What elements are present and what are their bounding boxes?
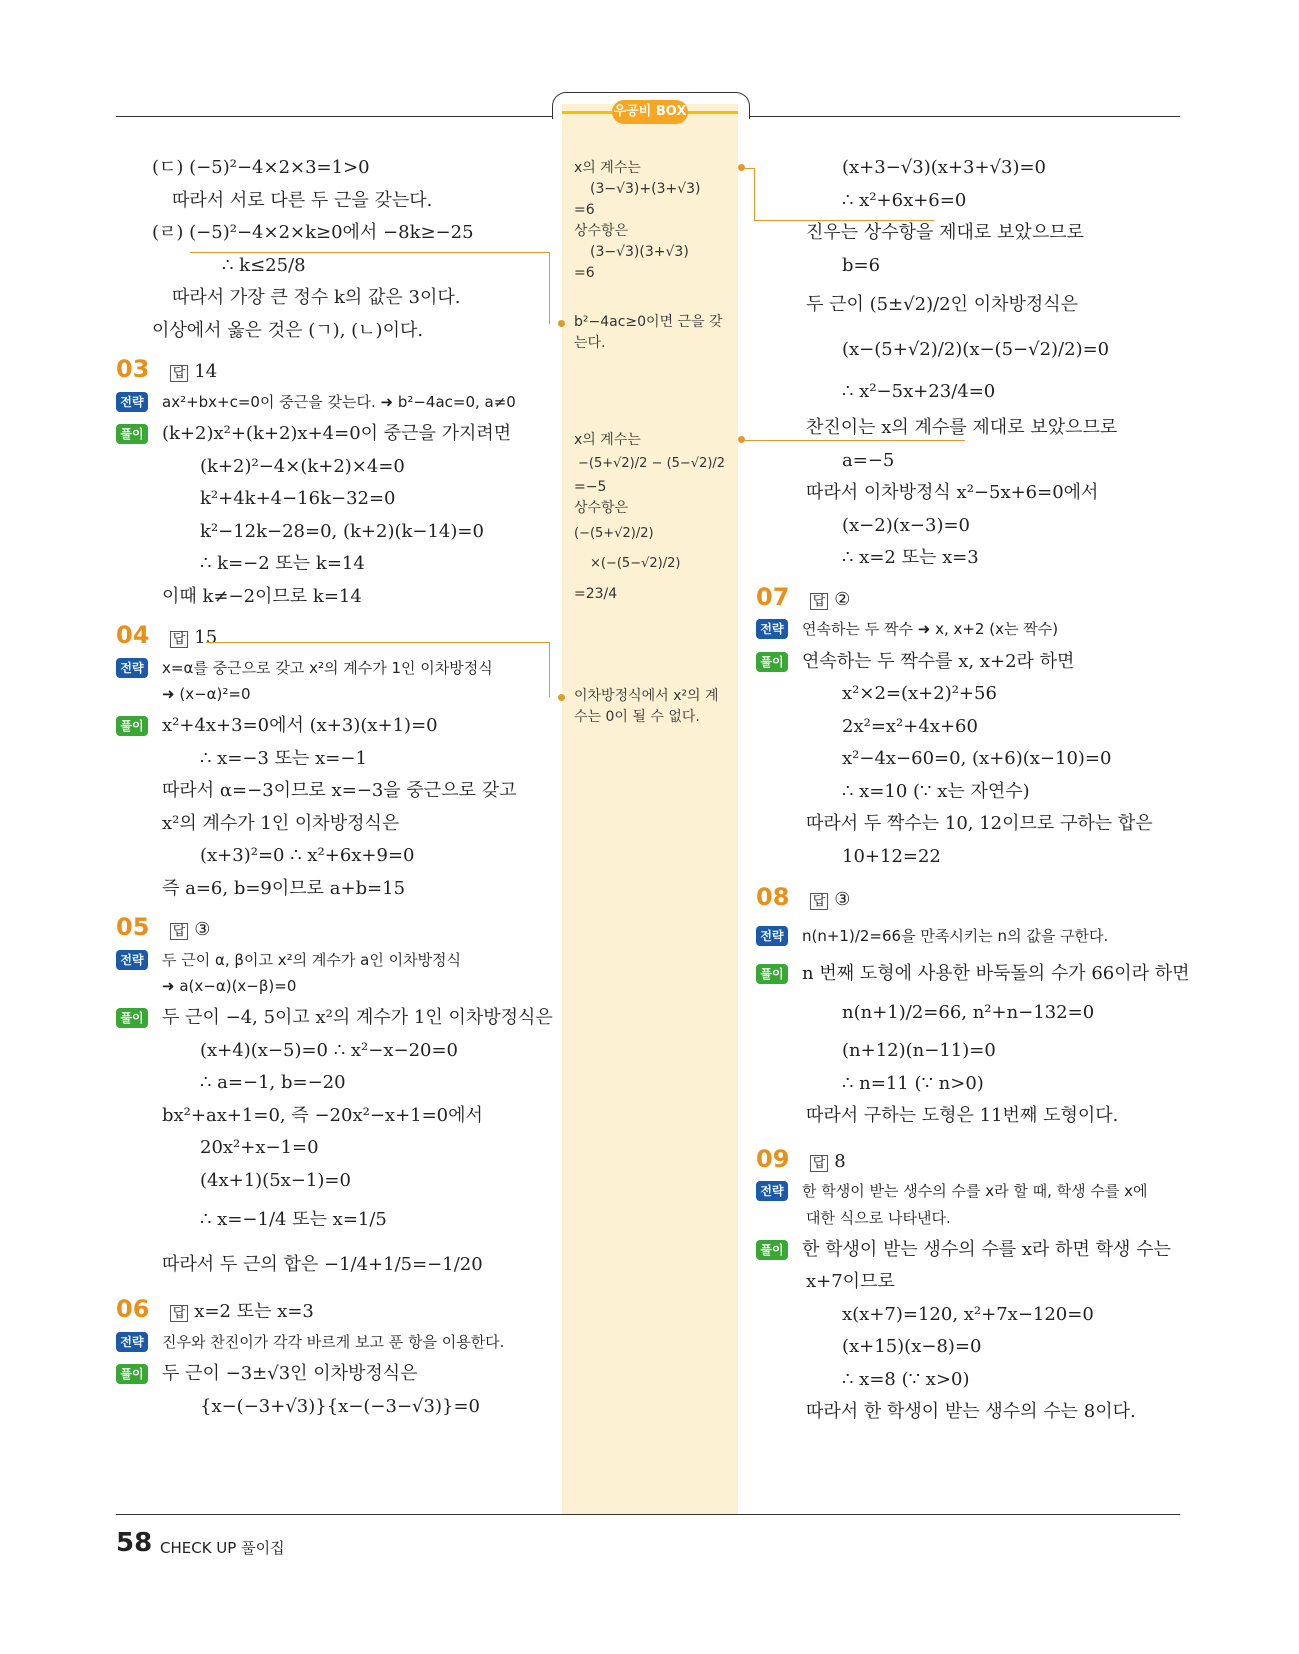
footer-title: CHECK UP 풀이집 [160,1539,285,1557]
line: ∴ x²+6x+6=0 [842,189,967,211]
line: x²×2=(x+2)²+56 [842,683,997,704]
question-09-header [756,1143,1186,1176]
left-column [116,152,556,1423]
line: ➜ (x−α)²=0 [162,685,251,703]
connector-line [190,252,550,253]
strategy-text: 연속하는 두 짝수 ➜ x, x+2 (x는 짝수) [802,620,1059,638]
question-number: 06 [116,1295,150,1323]
line: ∴ a=−1, b=−20 [200,1072,346,1093]
solution-line [756,1234,1186,1267]
line: 20x²+x−1=0 [200,1137,319,1158]
question-06-header [116,1293,556,1326]
box-note-3 [574,430,734,609]
box-line: (3−√3)(3+√3) [590,244,689,260]
box-line: x의 계수는 [574,160,641,176]
question-number: 09 [756,1144,790,1173]
solution-tag: 풀이 [116,1364,148,1384]
line: 대한 식으로 나타낸다. [806,1208,951,1227]
strategy-tag: 전략 [116,658,148,678]
box-line: =−5 [574,479,607,495]
solution-text: 연속하는 두 짝수를 x, x+2라 하면 [802,650,1075,672]
line: (x+15)(x−8)=0 [842,1336,982,1357]
strategy-text: 두 근이 α, β이고 x²의 계수가 a인 이차방정식 [162,950,462,969]
answer-value: x=2 또는 x=3 [194,1301,314,1322]
answer-value: 15 [194,627,218,648]
page-number: 58 [116,1528,153,1558]
line: 찬진이는 x의 계수를 제대로 보았으므로 [806,417,1118,438]
strategy-line [116,1326,556,1359]
box-line: 는다. [574,335,606,351]
line: 10+12=22 [842,845,941,867]
line: x²의 계수가 1인 이차방정식은 [162,812,400,834]
box-header-bar-right [686,111,738,114]
box-title: 우공비 BOX [612,100,688,124]
line: (x+3−√3)(x+3+√3)=0 [842,157,1047,178]
answer-value: ③ [194,919,211,940]
line: ∴ x=−1/4 또는 x=1/5 [200,1209,387,1230]
line: 따라서 가장 큰 정수 k의 값은 3이다. [172,287,461,308]
strategy-tag: 전략 [756,1181,788,1201]
line: ∴ x=2 또는 x=3 [842,547,979,568]
line: ∴ k=−2 또는 k=14 [200,553,365,574]
line: (n+12)(n−11)=0 [842,1040,996,1061]
line: x²−4x−60=0, (x+6)(x−10)=0 [842,748,1112,769]
solution-tag: 풀이 [756,1240,788,1260]
question-number: 04 [116,621,150,649]
box-line: x의 계수는 [574,432,641,448]
answer-value: ② [834,588,851,610]
answer-value: ③ [834,889,851,910]
strategy-line [756,613,1186,646]
box-line: =23/4 [574,586,618,602]
solution-line [756,646,1186,679]
solution-line [116,418,556,451]
line: ∴ x=−3 또는 x=−1 [200,747,367,769]
solution-text: 두 근이 −3±√3인 이차방정식은 [162,1363,418,1384]
strategy-line [756,914,1186,958]
strategy-line [116,386,556,419]
line: x+7이므로 [806,1271,895,1292]
connector-dot [738,436,745,443]
box-line: 상수항은 [574,500,629,516]
strategy-text: 진우와 찬진이가 각각 바르게 보고 푼 항을 이용한다. [162,1332,505,1351]
question-08-header [756,881,1186,914]
line: 따라서 두 짝수는 10, 12이므로 구하는 합은 [806,813,1153,834]
connector-dot [558,694,565,701]
line: (x+4)(x−5)=0 ∴ x²−x−20=0 [200,1039,459,1061]
line: (4x+1)(5x−1)=0 [200,1169,351,1191]
line: 따라서 한 학생이 받는 생수의 수는 8이다. [806,1401,1136,1422]
line: {x−(−3+√3)}{x−(−3−√3)}=0 [200,1395,480,1417]
line: n(n+1)/2=66, n²+n−132=0 [842,1002,1095,1023]
solution-text: 두 근이 −4, 5이고 x²의 계수가 1인 이차방정식은 [162,1007,553,1028]
box-line: (−(5+√2)/2) [574,526,654,541]
strategy-line [116,652,556,685]
line: 진우는 상수항을 제대로 보았으므로 [806,222,1084,243]
line: (ㄹ) (−5)²−4×2×k≥0에서 −8k≥−25 [152,222,474,243]
line: (x−2)(x−3)=0 [842,514,970,536]
solution-line [116,1358,556,1391]
line: 따라서 두 근의 합은 −1/4+1/5=−1/20 [162,1254,483,1275]
line: (x+3)²=0 ∴ x²+6x+9=0 [200,845,415,866]
solution-text: x²+4x+3=0에서 (x+3)(x+1)=0 [162,715,438,736]
strategy-text: ax²+bx+c=0이 중근을 갖는다. ➜ b²−4ac=0, a≠0 [162,392,516,411]
answer-value: 14 [194,361,218,382]
box-note-1 [574,158,734,284]
strategy-line [116,944,556,977]
question-05-header [116,911,556,944]
line: k²+4k+4−16k−32=0 [200,488,396,509]
solution-text: (k+2)x²+(k+2)x+4=0이 중근을 가지려면 [162,423,512,444]
solution-line [116,710,556,743]
strategy-tag: 전략 [116,392,148,412]
strategy-line [756,1175,1186,1208]
box-line: −(5+√2)/2 − (5−√2)/2 [578,456,726,471]
bottom-rule [116,1514,1180,1515]
answer-mark: 답 [810,893,829,910]
answer-mark: 답 [810,1155,829,1172]
question-number: 07 [756,582,790,611]
line: k²−12k−28=0, (k+2)(k−14)=0 [200,520,484,542]
question-number: 05 [116,913,150,941]
line: 이상에서 옳은 것은 (ㄱ), (ㄴ)이다. [152,319,424,341]
box-line: =6 [574,265,595,281]
question-number: 03 [116,355,150,383]
solution-text: n 번째 도형에 사용한 바둑돌의 수가 66이라 하면 [802,962,1190,984]
line: 따라서 이차방정식 x²−5x+6=0에서 [806,482,1099,503]
answer-mark: 답 [810,593,829,610]
line: 이때 k≠−2이므로 k=14 [162,585,362,607]
line: ∴ n=11 (∵ n>0) [842,1072,984,1094]
question-number: 08 [756,883,790,911]
line: a=−5 [842,449,895,471]
connector-line [549,642,550,697]
line: ∴ k≤25/8 [222,254,306,276]
connector-dot [558,320,565,327]
line: ∴ x=10 (∵ x는 자연수) [842,780,1030,802]
strategy-text: x=α를 중근으로 갖고 x²의 계수가 1인 이차방정식 [162,658,493,677]
line: 따라서 서로 다른 두 근을 갖는다. [172,189,433,211]
box-line: b²−4ac≥0이면 근을 갖 [574,314,723,330]
answer-mark: 답 [170,365,189,382]
right-column [756,152,1190,1429]
box-note-4 [574,686,734,728]
answer-value: 8 [834,1150,846,1172]
line: bx²+ax+1=0, 즉 −20x²−x+1=0에서 [162,1104,483,1126]
box-note-2 [574,312,734,354]
connector-line [754,168,755,220]
line: ➜ a(x−α)(x−β)=0 [162,977,297,995]
line: (x−(5+√2)/2)(x−(5−√2)/2)=0 [842,339,1110,360]
line: ∴ x=8 (∵ x>0) [842,1368,970,1390]
question-07-header [756,581,1186,614]
answer-mark: 답 [170,631,189,648]
box-header-bar-left [562,111,614,114]
solution-line [756,958,1190,991]
solution-tag: 풀이 [756,964,788,984]
box-line: 이차방정식에서 x²의 계 [574,688,719,704]
strategy-tag: 전략 [116,950,148,970]
line: (ㄷ) (−5)²−4×2×3=1>0 [152,157,370,178]
strategy-tag: 전략 [116,1332,148,1352]
line: x(x+7)=120, x²+7x−120=0 [842,1303,1094,1325]
line: 즉 a=6, b=9이므로 a+b=15 [162,877,406,899]
solution-tag: 풀이 [116,1008,148,1028]
line: b=6 [842,254,881,276]
solution-tag: 풀이 [116,716,148,736]
box-line: 수는 0이 될 수 없다. [574,709,700,725]
box-line: ×(−(5−√2)/2) [590,556,681,571]
answer-mark: 답 [170,1305,189,1322]
strategy-tag: 전략 [756,619,788,639]
line: 따라서 α=−3이므로 x=−3을 중근으로 갖고 [162,780,517,801]
connector-line [206,642,550,643]
line: (k+2)²−4×(k+2)×4=0 [200,455,405,477]
question-04-header [116,619,556,652]
solution-text: 한 학생이 받는 생수의 수를 x라 하면 학생 수는 [802,1238,1171,1260]
line: 따라서 구하는 도형은 11번째 도형이다. [806,1105,1119,1126]
answer-mark: 답 [170,923,189,940]
solution-tag: 풀이 [116,424,148,444]
connector-dot [738,164,745,171]
connector-line [549,252,550,324]
box-line: =6 [574,202,595,218]
box-line: (3−√3)+(3+√3) [590,181,701,197]
strategy-text: 한 학생이 받는 생수의 수를 x라 할 때, 학생 수를 x에 [802,1182,1148,1200]
question-03-header [116,353,556,386]
line: 2x²=x²+4x+60 [842,715,978,737]
box-line: 상수항은 [574,223,629,239]
solution-tag: 풀이 [756,652,788,672]
strategy-text: n(n+1)/2=66을 만족시키는 n의 값을 구한다. [802,926,1109,945]
line: 두 근이 (5±√2)/2인 이차방정식은 [806,294,1079,315]
solution-line [116,1002,556,1035]
line: ∴ x²−5x+23/4=0 [842,381,996,402]
strategy-tag: 전략 [756,926,788,946]
